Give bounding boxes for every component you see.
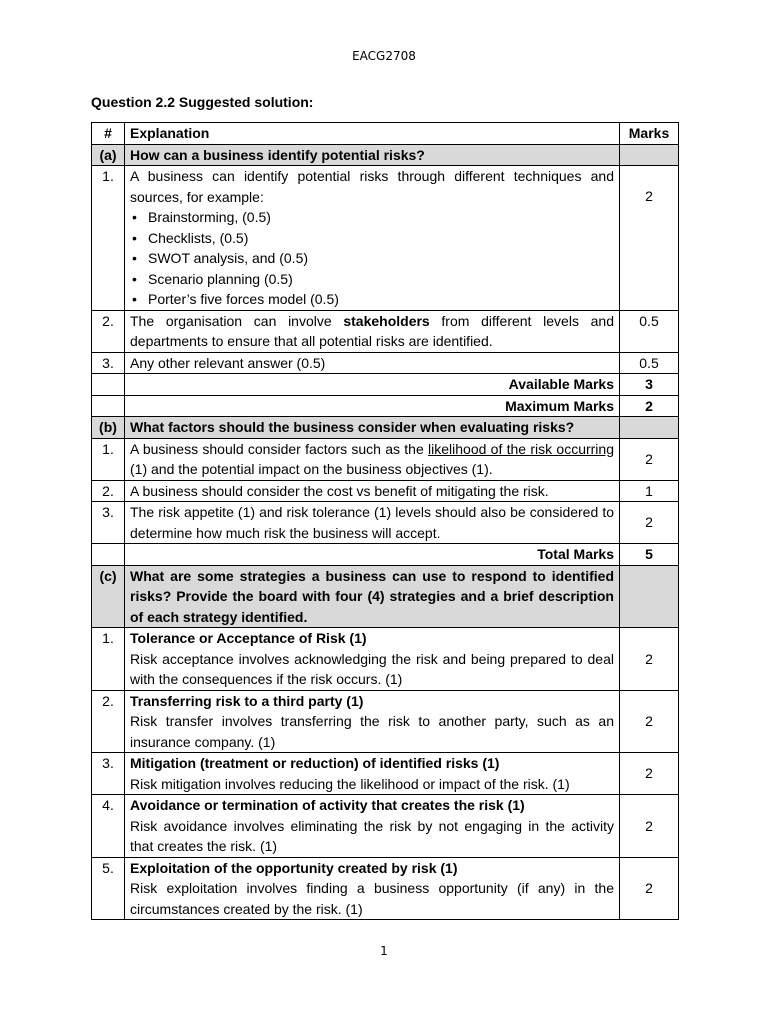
row-num: 2. — [92, 310, 125, 352]
total-marks-label: Total Marks — [125, 544, 620, 566]
total-marks-value: 5 — [620, 544, 679, 566]
list-item: • SWOT analysis, and (0.5) — [130, 248, 614, 269]
section-c-question: What are some strategies a business can use to respond to identified risks? Provide the board with four (4) strategies and a brief description of each strategy identified. — [125, 565, 620, 628]
row-num: 3. — [92, 352, 125, 374]
available-marks-row — [92, 374, 679, 396]
strategy-title: Mitigation (treatment or reduction) of identified risks (1) — [130, 755, 500, 771]
row-explanation — [125, 166, 620, 311]
row-marks: 2 — [620, 166, 679, 311]
strategy-description: Risk avoidance involves eliminating the risk by not engaging in the activity that creates the risk. (1) — [130, 817, 614, 854]
strategy-description: Risk mitigation involves reducing the likelihood or impact of the risk. (1) — [130, 775, 570, 792]
section-b-row — [92, 417, 679, 439]
strategy-description: Risk acceptance involves acknowledging the risk and being prepared to deal with the consequences if the risk occurs. (1) — [130, 650, 614, 687]
bullet-list — [130, 207, 614, 310]
row-explanation: The risk appetite (1) and risk tolerance (1) levels should also be considered to determine how much risk the business will accept. — [125, 502, 620, 544]
row-explanation — [125, 753, 620, 795]
strategy-description: Risk transfer involves transferring the risk to another party, such as an insurance company. (1) — [130, 713, 614, 750]
row-marks: 1 — [620, 480, 679, 502]
empty-cell — [92, 544, 125, 566]
list-item: • Checklists, (0.5) — [130, 228, 614, 249]
solution-table — [91, 122, 679, 920]
table-row — [92, 166, 679, 311]
strategy-title: Transferring risk to a third party (1) — [130, 692, 364, 709]
row-explanation — [125, 690, 620, 753]
row-num: 3. — [92, 502, 125, 544]
page-header-code: EACG2708 — [352, 49, 416, 63]
row-explanation — [125, 628, 620, 691]
header-explanation: Explanation — [125, 123, 620, 145]
row-marks: 2 — [620, 502, 679, 544]
strategy-description: Risk exploitation involves finding a business opportunity (if any) in the circumstances created by the risk. (1) — [130, 880, 614, 917]
section-b-question: What factors should the business consider when evaluating risks? — [125, 417, 620, 439]
row-num: 1. — [92, 628, 125, 691]
text-underlined-segment: likelihood of the risk occurring — [428, 440, 614, 457]
table-row — [92, 352, 679, 374]
row-num: 2. — [92, 690, 125, 753]
header-marks: Marks — [620, 123, 679, 145]
row-num: 1. — [92, 438, 125, 480]
table-row — [92, 310, 679, 352]
table-row — [92, 690, 679, 753]
list-item: • Brainstorming, (0.5) — [130, 207, 614, 228]
empty-cell — [92, 374, 125, 396]
text-bold-segment: stakeholders — [343, 312, 430, 329]
table-row — [92, 628, 679, 691]
total-marks-row — [92, 544, 679, 566]
row-marks: 2 — [620, 795, 679, 858]
row-num: 4. — [92, 795, 125, 858]
question-title: Question 2.2 Suggested solution: — [91, 94, 314, 110]
table-row — [92, 480, 679, 502]
row-explanation: Any other relevant answer (0.5) — [125, 352, 620, 374]
list-item: • Scenario planning (0.5) — [130, 269, 614, 290]
row-marks: 0.5 — [620, 310, 679, 352]
row-marks: 0.5 — [620, 352, 679, 374]
maximum-marks-row — [92, 395, 679, 417]
table-row — [92, 502, 679, 544]
text-segment: A business should consider factors such as the — [130, 440, 429, 457]
row-intro: A business can identify potential risks through different techniques and sources, for example: — [130, 168, 614, 205]
row-explanation — [125, 310, 620, 352]
row-explanation — [125, 438, 620, 480]
empty-cell — [92, 395, 125, 417]
section-c-row — [92, 565, 679, 628]
section-c-num: (c) — [92, 565, 125, 628]
strategy-title: Tolerance or Acceptance of Risk (1) — [130, 630, 367, 646]
table-row — [92, 753, 679, 795]
available-marks-label: Available Marks — [125, 374, 620, 396]
table-row — [92, 795, 679, 858]
text-segment: (1) and the potential impact on the business objectives (1). — [130, 461, 493, 477]
row-marks: 2 — [620, 438, 679, 480]
table-header-row — [92, 123, 679, 145]
row-explanation — [125, 795, 620, 858]
list-item: • Porter’s five forces model (0.5) — [130, 289, 614, 310]
page-number: 1 — [380, 944, 388, 958]
section-b-marks-empty — [620, 417, 679, 439]
row-num: 5. — [92, 857, 125, 920]
available-marks-value: 3 — [620, 374, 679, 396]
table-row — [92, 857, 679, 920]
section-a-marks-empty — [620, 144, 679, 166]
row-marks: 2 — [620, 690, 679, 753]
maximum-marks-label: Maximum Marks — [125, 395, 620, 417]
strategy-title: Avoidance or termination of activity that creates the risk (1) — [130, 797, 525, 813]
strategy-title: Exploitation of the opportunity created by risk (1) — [130, 859, 458, 876]
maximum-marks-value: 2 — [620, 395, 679, 417]
section-a-row — [92, 144, 679, 166]
section-a-question: How can a business identify potential risks? — [125, 144, 620, 166]
table-row — [92, 438, 679, 480]
row-num: 1. — [92, 166, 125, 311]
row-explanation: A business should consider the cost vs benefit of mitigating the risk. — [125, 480, 620, 502]
row-marks: 2 — [620, 857, 679, 920]
header-num: # — [92, 123, 125, 145]
section-a-num: (a) — [92, 144, 125, 166]
row-num: 3. — [92, 753, 125, 795]
row-num: 2. — [92, 480, 125, 502]
section-c-marks-empty — [620, 565, 679, 628]
row-explanation — [125, 857, 620, 920]
text-segment: The organisation can involve — [130, 312, 344, 329]
row-marks: 2 — [620, 753, 679, 795]
text-segment: from different levels and departments to ensure that all potential risks are identified. — [130, 312, 614, 349]
row-marks: 2 — [620, 628, 679, 691]
section-b-num: (b) — [92, 417, 125, 439]
